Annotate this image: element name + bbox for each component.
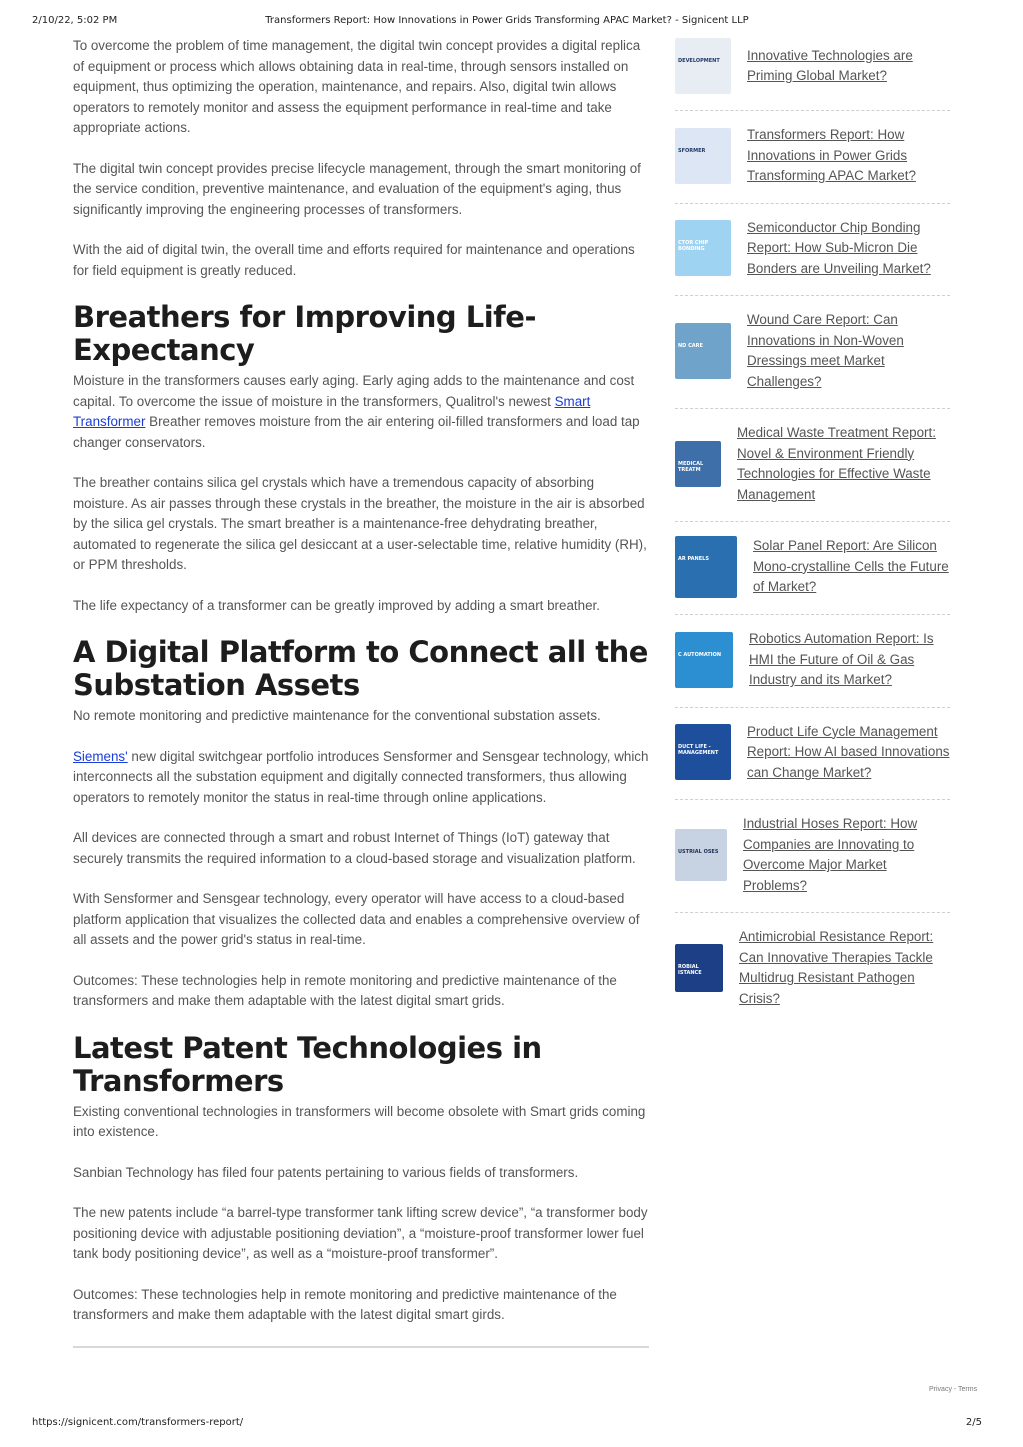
paragraph: Outcomes: These technologies help in remote monitoring and predictive maintenance of the transformers and make them adaptable with the latest digital smart grids. xyxy=(73,972,617,1008)
recent-post[interactable] xyxy=(675,306,950,409)
post-thumbnail[interactable] xyxy=(675,128,731,184)
print-page-number: 2/5 xyxy=(965,1417,982,1428)
post-title-link[interactable]: Robotics Automation Report: Is HMI the Future of Oil & Gas Industry and its Market? xyxy=(749,631,934,687)
paragraph: With Sensformer and Sensgear technology, every operator will have access to a cloud-based platform application that visualizes the collected data and enables a comprehensive overview of all assets and the power grid's status in real-time. xyxy=(73,891,640,947)
post-thumbnail[interactable] xyxy=(675,323,731,379)
post-thumbnail[interactable] xyxy=(675,441,721,487)
heading-breathers: Breathers for Improving Life-Expectancy xyxy=(73,300,536,367)
paragraph: Sanbian Technology has filed four patents pertaining to various fields of transformers. xyxy=(73,1164,579,1180)
siemens-link[interactable]: Siemens' xyxy=(73,748,128,764)
print-footer xyxy=(32,1417,982,1433)
smart-transformer-link[interactable]: Smart Transformer xyxy=(73,393,591,429)
paragraph: The life expectancy of a transformer can be greatly improved by adding a smart breather. xyxy=(73,597,600,613)
paragraph: Moisture in the transformers causes early aging. Early aging adds to the maintenance and cost capital. To overcome the issue of moisture in the transformers, Qualitrol's newest Smart Transformer Breather removes moisture from the air entering oil-filled transformers and load tap changer conservators. xyxy=(73,373,640,450)
paragraph: Outcomes: These technologies help in remote monitoring and predictive maintenance of the transformers and make them adaptable with the latest digital smart girds. xyxy=(73,1286,617,1322)
recent-posts-sidebar xyxy=(675,34,950,1035)
heading-patents: Latest Patent Technologies in Transformers xyxy=(73,1030,542,1098)
print-header xyxy=(32,15,982,31)
recent-post[interactable] xyxy=(675,214,950,297)
recent-post[interactable] xyxy=(675,419,950,522)
divider xyxy=(73,1346,649,1348)
post-title-link[interactable]: Innovative Technologies are Priming Global Market? xyxy=(747,47,913,83)
print-title: Transformers Report: How Innovations in Power Grids Transforming APAC Market? - Signicent LLP xyxy=(265,15,749,26)
thumb-label: DEVELOPMENT xyxy=(678,58,720,64)
paragraph: To overcome the problem of time management, the digital twin concept provides a digital replica of equipment or process which allows obtaining data in real-time, through sensors installed on equipment, thus optimizing the operation, maintenance, and repairs. Also, digital twin allows operators to remotely monitor and assess the equipment performance in real-time and take appropriate actions. xyxy=(73,38,641,135)
recent-post[interactable] xyxy=(675,718,950,801)
paragraph: With the aid of digital twin, the overall time and efforts required for maintenance and operations for field equipment is greatly reduced. xyxy=(73,242,635,278)
recent-post[interactable] xyxy=(675,625,950,708)
thumb-label: AR PANELS xyxy=(678,556,709,562)
thumb-label: SFORMER xyxy=(678,147,706,154)
post-title-link[interactable]: Solar Panel Report: Are Silicon Mono-crystalline Cells the Future of Market? xyxy=(753,538,949,595)
post-thumbnail[interactable] xyxy=(675,220,731,276)
post-thumbnail[interactable] xyxy=(675,536,737,598)
paragraph: The new patents include “a barrel-type transformer tank lifting screw device”, “a transformer body positioning device with adjustable positioning deviation”, a “moisture-proof transformer lower fuel tank body positioning device”, as well as a “moisture-proof transformer”. xyxy=(73,1205,648,1261)
post-thumbnail[interactable] xyxy=(675,944,723,992)
heading-digital-platform: A Digital Platform to Connect all the Substation Assets xyxy=(73,635,648,702)
thumb-label: USTRIAL OSES xyxy=(678,849,719,855)
recent-post[interactable] xyxy=(675,810,950,913)
post-title-link[interactable]: Transformers Report: How Innovations in Power Grids Transforming APAC Market? xyxy=(747,127,916,183)
thumb-label: ND CARE xyxy=(678,343,703,349)
paragraph: The digital twin concept provides precise lifecycle management, through the smart monitoring of the service condition, preventive maintenance, and evaluation of the equipment's aging, thus significantly improving the engineering processes of transformers. xyxy=(73,160,641,217)
print-date: 2/10/22, 5:02 PM xyxy=(32,15,118,26)
thumb-label: CTOR CHIP BONDING xyxy=(678,240,709,253)
post-title-link[interactable]: Industrial Hoses Report: How Companies are Innovating to Overcome Major Market Problems? xyxy=(743,816,918,893)
post-thumbnail[interactable] xyxy=(675,829,727,881)
post-thumbnail[interactable] xyxy=(675,632,733,688)
print-url: https://signicent.com/transformers-report/ xyxy=(32,1417,244,1428)
recent-post[interactable] xyxy=(675,34,950,111)
post-title-link[interactable]: Medical Waste Treatment Report: Novel & Environment Friendly Technologies for Effective Waste Management xyxy=(737,425,936,502)
recent-post[interactable] xyxy=(675,121,950,204)
article-body xyxy=(73,36,649,1348)
post-title-link[interactable]: Semiconductor Chip Bonding Report: How Sub-Micron Die Bonders are Unveiling Market? xyxy=(747,219,931,276)
paragraph: All devices are connected through a smart and robust Internet of Things (IoT) gateway that securely transmits the required information to a cloud-based storage and visualization platform. xyxy=(73,830,636,866)
thumb-label: C AUTOMATION xyxy=(678,651,722,658)
paragraph: Existing conventional technologies in transformers will become obsolete with Smart grids coming into existence. xyxy=(73,1103,646,1139)
paragraph: No remote monitoring and predictive maintenance for the conventional substation assets. xyxy=(73,708,601,723)
thumb-label: DUCT LIFE - MANAGEMENT xyxy=(678,744,719,757)
thumb-label: MEDICAL TREATM xyxy=(678,461,704,473)
paragraph: Siemens' new digital switchgear portfolio introduces Sensformer and Sensgear technology, which interconnects all the substation equipment and digitally connected transformers, thus allowing operators to remotely monitor the status in real-time through online applications. xyxy=(73,748,649,805)
post-thumbnail[interactable] xyxy=(675,724,731,780)
post-title-link[interactable]: Antimicrobial Resistance Report: Can Innovative Therapies Tackle Multidrug Resistant Pathogen Crisis? xyxy=(739,929,934,1006)
recent-post[interactable] xyxy=(675,923,950,1025)
post-title-link[interactable]: Product Life Cycle Management Report: How AI based Innovations can Change Market? xyxy=(747,723,950,780)
privacy-terms-badge[interactable]: Privacy - Terms xyxy=(929,1386,978,1393)
thumb-label: ROBIAL ISTANCE xyxy=(678,964,702,976)
post-thumbnail[interactable] xyxy=(675,38,731,94)
post-title-link[interactable]: Wound Care Report: Can Innovations in Non-Woven Dressings meet Market Challenges? xyxy=(747,312,904,389)
recent-post[interactable] xyxy=(675,532,950,615)
paragraph: The breather contains silica gel crystals which have a tremendous capacity of absorbing moisture. As air passes through these crystals in the breather, the moisture in the air is absorbed by the silica gel crystals. The smart breather is a maintenance-free dehydrating breather, automated to regenerate the silica gel desiccant at a user-selectable time, relative humidity (RH), or PPM thresholds. xyxy=(73,475,647,572)
